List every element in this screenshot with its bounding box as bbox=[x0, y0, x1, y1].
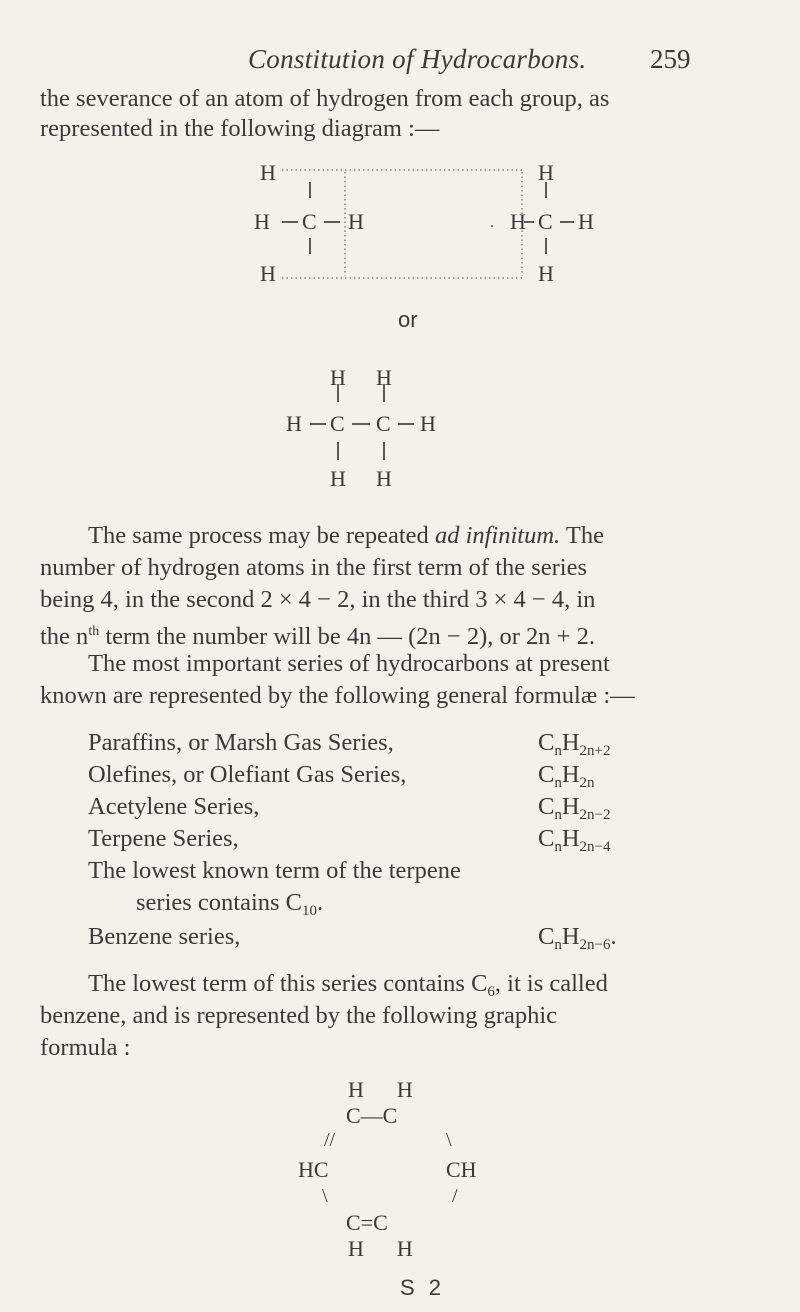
para1-line-5: The most important series of hydrocarbons at present bbox=[88, 650, 610, 677]
atom-c: C bbox=[376, 411, 391, 436]
atom-h: H bbox=[254, 209, 270, 234]
atom-h: H bbox=[510, 209, 526, 234]
formula-c: C bbox=[538, 761, 555, 788]
para1-line-4 bbox=[40, 617, 595, 652]
benzene-right-ch: CH bbox=[446, 1157, 477, 1182]
page-number: 259 bbox=[650, 44, 691, 74]
para1-line-1 bbox=[88, 521, 604, 551]
benzene-bond-right-bottom: / bbox=[452, 1185, 458, 1207]
para1-text: The bbox=[560, 522, 604, 549]
series-formula bbox=[538, 824, 611, 862]
benzene-left-hc: HC bbox=[298, 1157, 329, 1182]
atom-h: H bbox=[578, 209, 594, 234]
series-name: Terpene Series, bbox=[88, 825, 239, 852]
benzene-bond-left-bottom: \ bbox=[322, 1185, 328, 1207]
benzene-top-cc: C—C bbox=[346, 1103, 398, 1128]
benzene-series-formula bbox=[538, 922, 617, 960]
formula-sub: n bbox=[554, 839, 562, 855]
separator-dot: . bbox=[490, 214, 494, 231]
atom-h: H bbox=[330, 365, 346, 390]
formula-sub: 2n−6 bbox=[579, 937, 611, 953]
series-name: Olefines, or Olefiant Gas Series, bbox=[88, 761, 407, 788]
formula-c: C bbox=[538, 923, 555, 950]
formula-sub: 2n−2 bbox=[579, 807, 611, 823]
benzene-top-h: H H bbox=[348, 1077, 413, 1102]
atom-h: H bbox=[376, 365, 392, 390]
signature-mark: S 2 bbox=[400, 1275, 446, 1300]
or-label: or bbox=[398, 307, 418, 332]
formula-sub: n bbox=[554, 775, 562, 791]
para1-line-2: number of hydrogen atoms in the first term of the series bbox=[40, 554, 588, 581]
formula-c: C bbox=[538, 793, 555, 820]
superscript-th: th bbox=[88, 624, 100, 639]
formula-h: H bbox=[561, 793, 580, 820]
formula-h: H bbox=[561, 825, 580, 852]
series-name: Paraffins, or Marsh Gas Series, bbox=[88, 729, 394, 756]
para2-line-2: benzene, and is represented by the following graphic bbox=[40, 1002, 558, 1029]
formula-h: H bbox=[561, 923, 580, 950]
formula-c: C bbox=[538, 729, 555, 756]
atom-h: H bbox=[420, 411, 436, 436]
terpene-note-text: . bbox=[317, 889, 324, 916]
formula-sub: n bbox=[554, 937, 562, 953]
atom-c: C bbox=[302, 209, 317, 234]
atom-h: H bbox=[348, 209, 364, 234]
atom-h: H bbox=[538, 160, 554, 185]
atom-h: H bbox=[330, 466, 346, 491]
atom-c: C bbox=[330, 411, 345, 436]
intro-line-2: represented in the following diagram :— bbox=[40, 115, 440, 142]
formula-sub: n bbox=[554, 743, 562, 759]
series-name: Acetylene Series, bbox=[88, 793, 260, 820]
benzene-bottom-cc: C=C bbox=[346, 1210, 388, 1235]
para1-line-3: being 4, in the second 2 × 4 − 2, in the third 3 × 4 − 4, in bbox=[40, 586, 596, 613]
benzene-bond-right-top: \ bbox=[446, 1129, 452, 1151]
atom-h: H bbox=[260, 261, 276, 286]
terpene-note-line-2 bbox=[136, 888, 323, 926]
ad-infinitum-text: ad infinitum. bbox=[434, 522, 561, 549]
para2-text: , it is called bbox=[494, 970, 608, 997]
para1-line-6: known are represented by the following general formulæ :— bbox=[40, 682, 635, 709]
formula-sub: 2n+2 bbox=[579, 743, 611, 759]
para1-text: the n bbox=[40, 623, 89, 650]
terpene-note-line-1: The lowest known term of the terpene bbox=[88, 857, 461, 884]
benzene-series-name: Benzene series, bbox=[88, 923, 241, 950]
formula-end: . bbox=[610, 923, 617, 950]
benzene-bottom-h: H H bbox=[348, 1236, 413, 1261]
para2-text: The lowest term of this series contains C bbox=[88, 970, 488, 997]
formula-h: H bbox=[561, 729, 580, 756]
formula-c: C bbox=[538, 825, 555, 852]
benzene-bond-left-top: // bbox=[324, 1129, 336, 1151]
atom-h: H bbox=[376, 466, 392, 491]
para1-text: term the number will be 4n — (2n − 2), or 2n + 2. bbox=[99, 623, 595, 650]
intro-line-1: the severance of an atom of hydrogen from each group, as bbox=[40, 85, 610, 112]
atom-h: H bbox=[260, 160, 276, 185]
formula-sub: 2n bbox=[579, 775, 595, 791]
atom-h: H bbox=[286, 411, 302, 436]
page-header-title: Constitution of Hydrocarbons. bbox=[248, 44, 587, 74]
formula-sub: 6 bbox=[487, 984, 495, 1000]
formula-sub: 2n−4 bbox=[579, 839, 611, 855]
formula-h: H bbox=[561, 761, 580, 788]
para2-line-3: formula : bbox=[40, 1034, 131, 1061]
formula-sub: 10 bbox=[302, 903, 318, 919]
formula-sub: n bbox=[554, 807, 562, 823]
atom-c: C bbox=[538, 209, 553, 234]
atom-h: H bbox=[538, 261, 554, 286]
terpene-note-text: series contains C bbox=[136, 889, 303, 916]
para1-text: The same process may be repeated bbox=[88, 522, 435, 549]
